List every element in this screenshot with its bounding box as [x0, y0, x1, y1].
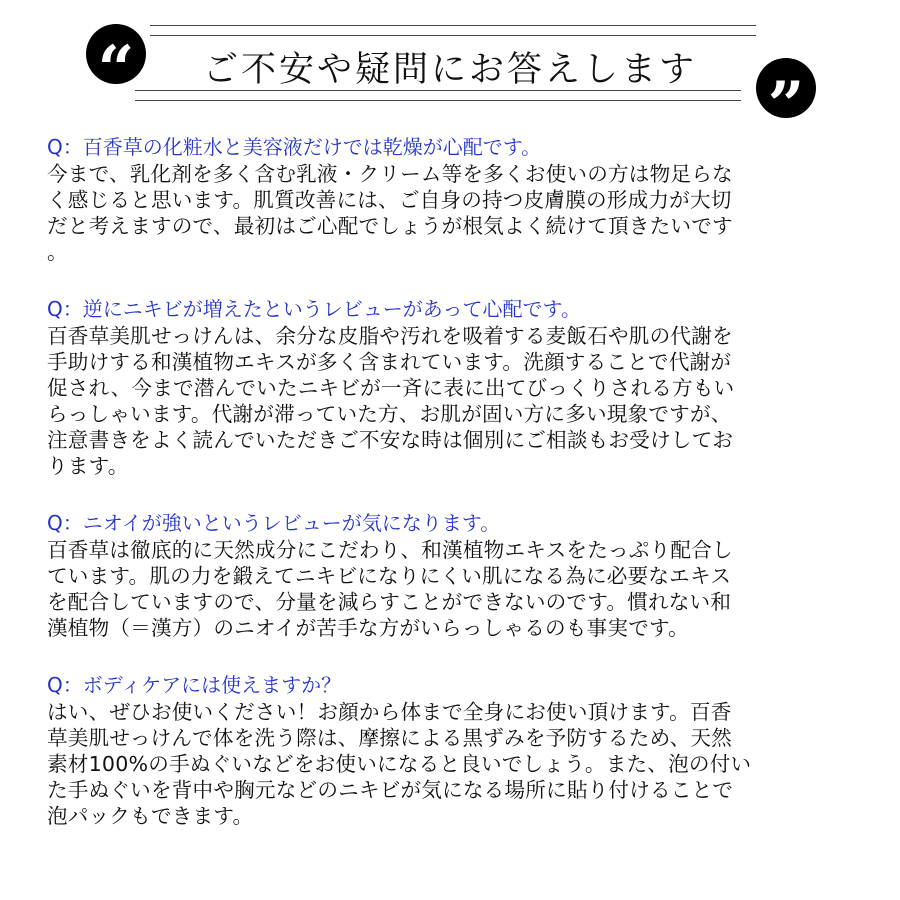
qa-answer: [47, 699, 857, 829]
answer-line: た手ぬぐいを背中や胸元などのニキビが気になる場所に貼り付けることで: [47, 778, 734, 802]
qa-answer: [47, 161, 857, 265]
page-title: ご不安や疑問にお答えします: [202, 50, 697, 90]
answer-line: 。: [47, 240, 68, 264]
answer-line: 草美肌せっけんで体を洗う際は、摩擦による黒ずみを予防するため、天然: [47, 726, 732, 750]
qa-question: Q：ボディケアには使えますか？: [47, 673, 342, 697]
open-quote-icon: “: [86, 24, 146, 84]
answer-line: 百香草美肌せっけんは、余分な皮脂や汚れを吸着する麦飯石や肌の代謝を: [47, 324, 733, 348]
answer-line: 素材100%の手ぬぐいなどをお使いになると良いでしょう。また、泡の付い: [47, 752, 752, 776]
qa-item: [47, 509, 857, 641]
answer-line: く感じると思います。肌質改善には、ご自身の持つ皮膚膜の形成力が大切: [47, 188, 732, 212]
qa-item: [47, 295, 857, 479]
qa-list: [47, 133, 857, 859]
answer-line: らっしゃいます。代謝が滞っていた方、お肌が固い方に多い現象ですが、: [47, 402, 732, 426]
header-rule-top: [150, 25, 756, 26]
qa-answer: [47, 537, 857, 641]
answer-line: 百香草は徹底的に天然成分にこだわり、和漢植物エキスをたっぷり配合し: [47, 538, 733, 562]
header-rule-upper: [150, 35, 756, 36]
answer-line: 促され、今まで潜んでいたニキビが一斉に表に出てびっくりされる方もい: [47, 376, 735, 400]
header-rule-bottom: [135, 100, 741, 101]
faq-header: [0, 0, 900, 143]
qa-question: Q：逆にニキビが増えたというレビューがあって心配です。: [47, 297, 581, 321]
qa-item: [47, 133, 857, 265]
answer-line: はい、ぜひお使いください！お顔から体まで全身にお使い頂けます。百香: [47, 700, 732, 724]
qa-answer: [47, 323, 857, 479]
answer-line: 注意書きをよく読んでいただきご不安な時は個別にご相談もお受けしてお: [47, 428, 734, 452]
answer-line: 手助けする和漢植物エキスが多く含まれています。洗顔することで代謝が: [47, 350, 732, 374]
answer-line: 今まで、乳化剤を多く含む乳液・クリーム等を多くお使いの方は物足らな: [47, 162, 733, 186]
qa-item: [47, 671, 857, 829]
qa-question: Q：ニオイが強いというレビューが気になります。: [47, 511, 501, 535]
close-quote-icon: ”: [756, 58, 816, 118]
answer-line: 泡パックもできます。: [47, 804, 254, 828]
qa-question: Q：百香草の化粧水と美容液だけでは乾燥が心配です。: [47, 135, 542, 159]
answer-line: 漢植物（＝漢方）のニオイが苦手な方がいらっしゃるのも事実です。: [47, 616, 689, 640]
answer-line: だと考えますので、最初はご心配でしょうが根気よく続けて頂きたいです: [47, 214, 733, 238]
answer-line: を配合していますので、分量を減らすことができないのです。慣れない和: [47, 590, 732, 614]
answer-line: ります。: [47, 454, 129, 478]
answer-line: ています。肌の力を鍛えてニキビになりにくい肌になる為に必要なエキス: [47, 564, 732, 588]
